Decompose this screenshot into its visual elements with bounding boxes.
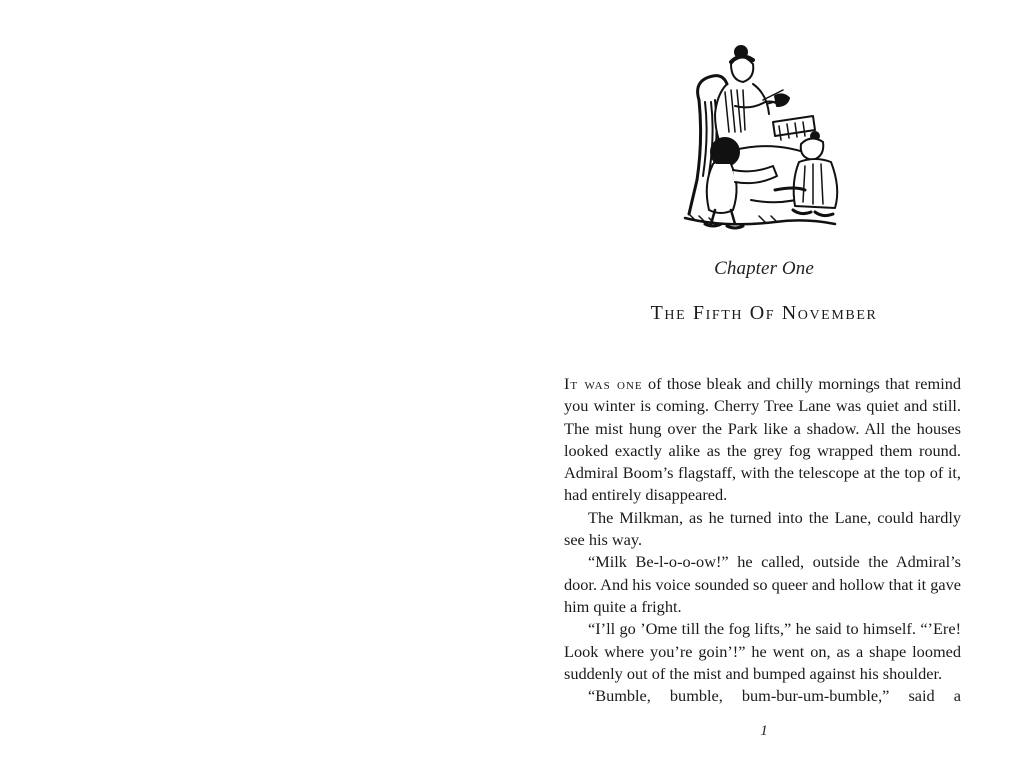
paragraph: “I’ll go ’Ome till the fog lifts,” he said to himself. “’Ere! Look where you’re goin’!” he went on, as a shape loomed suddenly out of the mist and bumped against his shoulder. (564, 619, 961, 683)
paragraph (564, 373, 961, 507)
paragraph-text: of those bleak and chilly mornings that remind you winter is coming. Cherry Tree Lane was quiet and still. The mist hung over the Park like a shadow. All the houses looked exactly alike as the grey fog wrapped them round. Admiral Boom’s flagstaff, with the telescope at the top of it, had entirely disappeared. (564, 374, 961, 505)
right-page (510, 0, 1020, 783)
chapter-title: The Fifth Of November (650, 302, 878, 324)
chapter-illustration-icon (675, 40, 855, 232)
chapter-number: Chapter One (714, 258, 814, 279)
paragraph-lead-smallcaps: It was one (564, 374, 643, 393)
paragraph: “Bumble, bumble, bum-bur-um-bumble,” said a (588, 686, 961, 706)
chapter-body-text (564, 373, 961, 707)
paragraph: “Milk Be-l-o-o-ow!” he called, outside the Admiral’s door. And his voice sounded so queer and hollow that it gave him quite a fright. (564, 552, 962, 616)
paragraph: The Milkman, as he turned into the Lane, could hardly see his way. (564, 507, 961, 550)
page-number: 1 (760, 723, 768, 739)
